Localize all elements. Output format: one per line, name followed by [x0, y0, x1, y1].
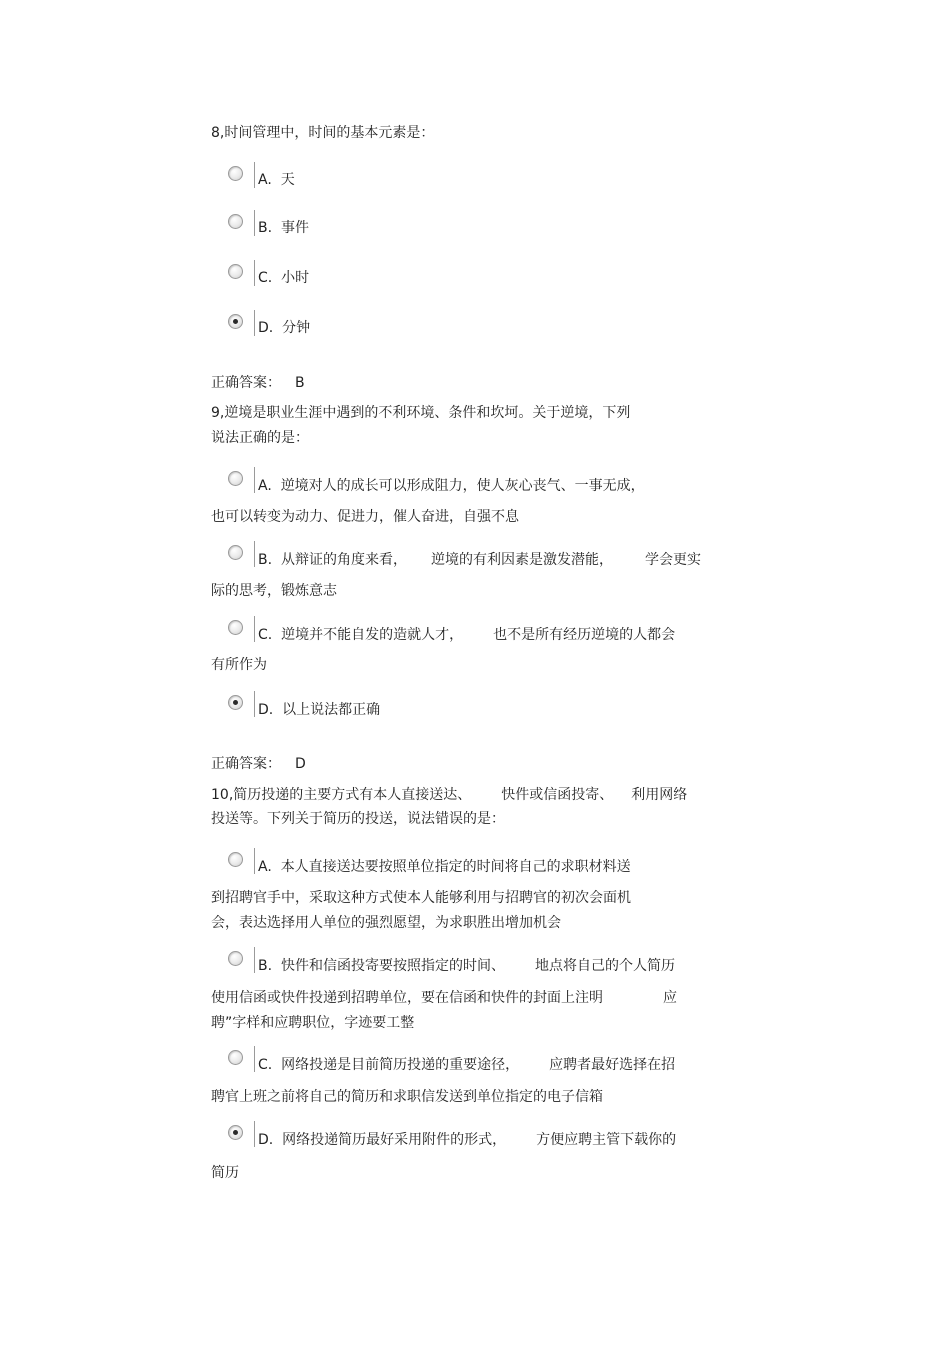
q9-option-c: C. 逆境并不能自发的造就人才， 也不是所有经历逆境的人都会	[258, 627, 676, 643]
q8-radio-a[interactable]	[228, 166, 243, 181]
q10-option-c-cont: 聘官上班之前将自己的简历和求职信发送到单位指定的电子信箱	[211, 1089, 603, 1105]
q9-option-a-cont: 也可以转变为动力、促进力，催人奋进，自强不息	[211, 509, 519, 525]
q9-radio-d[interactable]	[228, 695, 243, 710]
divider	[254, 1121, 255, 1147]
q8-radio-c[interactable]	[228, 264, 243, 279]
question-10-line1: 10,简历投递的主要方式有本人直接送达、 快件或信函投寄、 利用网络	[211, 787, 688, 803]
q10-radio-b[interactable]	[228, 951, 243, 966]
question-9-line2: 说法正确的是：	[211, 430, 309, 446]
divider	[254, 848, 255, 874]
q10-option-a: A. 本人直接送达要按照单位指定的时间将自己的求职材料送	[258, 859, 631, 875]
q8-radio-d[interactable]	[228, 314, 243, 329]
q9-radio-a[interactable]	[228, 471, 243, 486]
divider	[254, 1046, 255, 1072]
q9-option-c-cont: 有所作为	[211, 657, 267, 673]
q9-option-a: A. 逆境对人的成长可以形成阻力，使人灰心丧气、一事无成，	[258, 478, 645, 494]
divider	[254, 947, 255, 973]
q10-option-d-cont: 简历	[211, 1165, 239, 1181]
q8-option-a: A. 天	[258, 172, 295, 188]
divider	[254, 260, 255, 286]
q10-option-b-cont2: 聘”字样和应聘职位，字迹要工整	[211, 1015, 415, 1031]
q9-option-b: B. 从辩证的角度来看， 逆境的有利因素是激发潜能， 学会更实	[258, 552, 701, 568]
q8-radio-b[interactable]	[228, 214, 243, 229]
divider	[254, 541, 255, 567]
question-10-line2: 投送等。下列关于简历的投送，说法错误的是：	[211, 811, 505, 827]
question-8-text: 8,时间管理中，时间的基本元素是：	[211, 125, 435, 141]
q8-option-c: C. 小时	[258, 270, 310, 286]
q9-correct-answer: 正确答案： D	[211, 756, 306, 772]
divider	[254, 310, 255, 336]
q10-option-b: B. 快件和信函投寄要按照指定的时间、 地点将自己的个人简历	[258, 958, 675, 974]
q9-option-b-cont: 际的思考，锻炼意志	[211, 583, 337, 599]
divider	[254, 467, 255, 493]
question-9-line1: 9,逆境是职业生涯中遇到的不利环境、条件和坎坷。关于逆境，下列	[211, 405, 631, 421]
q8-option-d: D. 分钟	[258, 320, 311, 336]
q8-option-b: B. 事件	[258, 220, 309, 236]
q10-option-a-cont1: 到招聘官手中，采取这种方式使本人能够利用与招聘官的初次会面机	[211, 890, 631, 906]
q10-option-c: C. 网络投递是目前简历投递的重要途径， 应聘者最好选择在招	[258, 1057, 676, 1073]
divider	[254, 162, 255, 188]
q9-option-d: D. 以上说法都正确	[258, 702, 381, 718]
q9-radio-c[interactable]	[228, 620, 243, 635]
q9-radio-b[interactable]	[228, 545, 243, 560]
q10-radio-a[interactable]	[228, 852, 243, 867]
q10-radio-c[interactable]	[228, 1050, 243, 1065]
q10-option-b-cont1: 使用信函或快件投递到招聘单位，要在信函和快件的封面上注明 应	[211, 990, 677, 1006]
divider	[254, 691, 255, 717]
q8-correct-answer: 正确答案： B	[211, 375, 305, 391]
divider	[254, 616, 255, 642]
q10-option-a-cont2: 会，表达选择用人单位的强烈愿望，为求职胜出增加机会	[211, 915, 561, 931]
q10-radio-d[interactable]	[228, 1125, 243, 1140]
divider	[254, 210, 255, 236]
q10-option-d: D. 网络投递简历最好采用附件的形式， 方便应聘主管下载你的	[258, 1132, 677, 1148]
